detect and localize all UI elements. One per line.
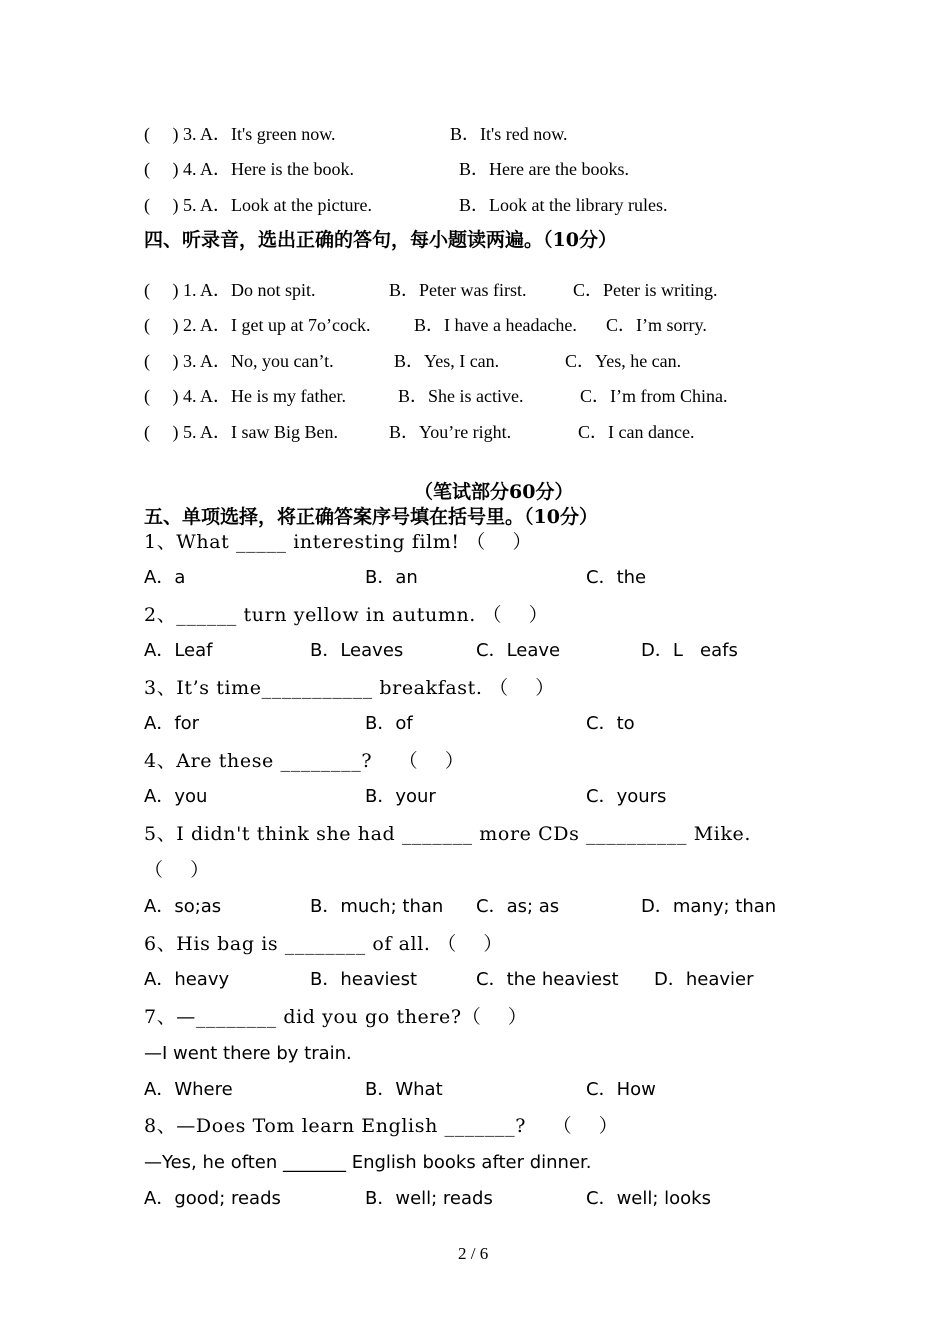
- question-8-stem: 8、—Does Tom learn English _______? （ ）: [144, 1115, 619, 1137]
- q1-option-c: C．the: [586, 567, 647, 588]
- question-3-stem: 3、It’s time___________ breakfast. （ ）: [144, 677, 555, 699]
- q2-option-d: D．L eafs: [641, 640, 738, 661]
- q1-option-a: A．a: [144, 567, 186, 588]
- s4-item-2-b: B．I have a headache.: [414, 315, 577, 335]
- q2-option-a: A．Leaf: [144, 640, 213, 661]
- written-part-title: （笔试部分60分）: [414, 481, 574, 503]
- q7-option-a: A．Where: [144, 1079, 233, 1100]
- question-1-stem: 1、What _____ interesting film! （ ）: [144, 531, 533, 553]
- q4-option-a: A．you: [144, 786, 208, 807]
- s4-item-1-b: B．Peter was first.: [389, 280, 527, 300]
- q5-option-c: C．as; as: [476, 896, 560, 917]
- s4-item-1-a: ( ) 1. A．Do not spit.: [144, 280, 316, 300]
- q5-option-a: A．so;as: [144, 896, 222, 917]
- s4-item-5-c: C．I can dance.: [578, 422, 695, 442]
- question-4-stem: 4、Are these ________? （ ）: [144, 750, 465, 772]
- q5-option-d: D．many; than: [641, 896, 777, 917]
- s4-item-5-b: B．You’re right.: [389, 422, 512, 442]
- listening-item-4: ( ) 4. A．Here is the book.: [144, 159, 354, 179]
- q3-option-a: A．for: [144, 713, 200, 734]
- s4-item-4-a: ( ) 4. A．He is my father.: [144, 386, 346, 406]
- q7-option-b: B．What: [365, 1079, 443, 1100]
- s4-item-3-c: C．Yes, he can.: [565, 351, 682, 371]
- s4-item-4-b: B．She is active.: [398, 386, 524, 406]
- q3-option-b: B．of: [365, 713, 413, 734]
- s4-item-2-c: C．I’m sorry.: [606, 315, 707, 335]
- listening-item-3: ( ) 3. A．It's green now.: [144, 124, 336, 144]
- question-8-answer: —Yes, he often _______ English books after dinner.: [144, 1152, 592, 1173]
- s4-item-2-a: ( ) 2. A．I get up at 7o’cock.: [144, 315, 371, 335]
- s4-item-5-a: ( ) 5. A．I saw Big Ben.: [144, 422, 338, 442]
- question-2-stem: 2、______ turn yellow in autumn. （ ）: [144, 604, 549, 626]
- s4-item-4-c: C．I’m from China.: [580, 386, 728, 406]
- q8-option-c: C．well; looks: [586, 1188, 711, 1209]
- q1-option-b: B．an: [365, 567, 418, 588]
- section-4-heading: 四、听录音，选出正确的答句，每小题读两遍。（10分）: [144, 229, 617, 251]
- question-6-stem: 6、His bag is ________ of all. （ ）: [144, 933, 503, 955]
- q4-option-c: C．yours: [586, 786, 667, 807]
- section-5-heading: 五、单项选择，将正确答案序号填在括号里。（10分）: [144, 506, 598, 528]
- page-number: 2 / 6: [458, 1244, 489, 1263]
- q7-option-c: C．How: [586, 1079, 656, 1100]
- listening-item-5: ( ) 5. A．Look at the picture.: [144, 195, 372, 215]
- q6-option-b: B．heaviest: [310, 969, 418, 990]
- q2-option-c: C．Leave: [476, 640, 561, 661]
- question-7-answer: —I went there by train.: [144, 1043, 352, 1064]
- listening-item-5-option-b: B．Look at the library rules.: [459, 195, 668, 215]
- q6-option-c: C．the heaviest: [476, 969, 619, 990]
- q3-option-c: C．to: [586, 713, 635, 734]
- s4-item-1-c: C．Peter is writing.: [573, 280, 718, 300]
- q2-option-b: B．Leaves: [310, 640, 404, 661]
- q6-option-a: A．heavy: [144, 969, 230, 990]
- question-5-stem: 5、I didn't think she had _______ more CDs __________ Mike.: [144, 823, 752, 845]
- q8-option-a: A．good; reads: [144, 1188, 281, 1209]
- q5-option-b: B．much; than: [310, 896, 444, 917]
- question-5-bracket: （ ）: [144, 859, 210, 881]
- listening-item-3-option-b: B．It's red now.: [450, 124, 568, 144]
- s4-item-3-b: B．Yes, I can.: [394, 351, 500, 371]
- q8-option-b: B．well; reads: [365, 1188, 493, 1209]
- listening-item-4-option-b: B．Here are the books.: [459, 159, 629, 179]
- q4-option-b: B．your: [365, 786, 436, 807]
- question-7-stem: 7、—________ did you go there?（ ）: [144, 1006, 528, 1028]
- s4-item-3-a: ( ) 3. A．No, you can’t.: [144, 351, 334, 371]
- q6-option-d: D．heavier: [654, 969, 754, 990]
